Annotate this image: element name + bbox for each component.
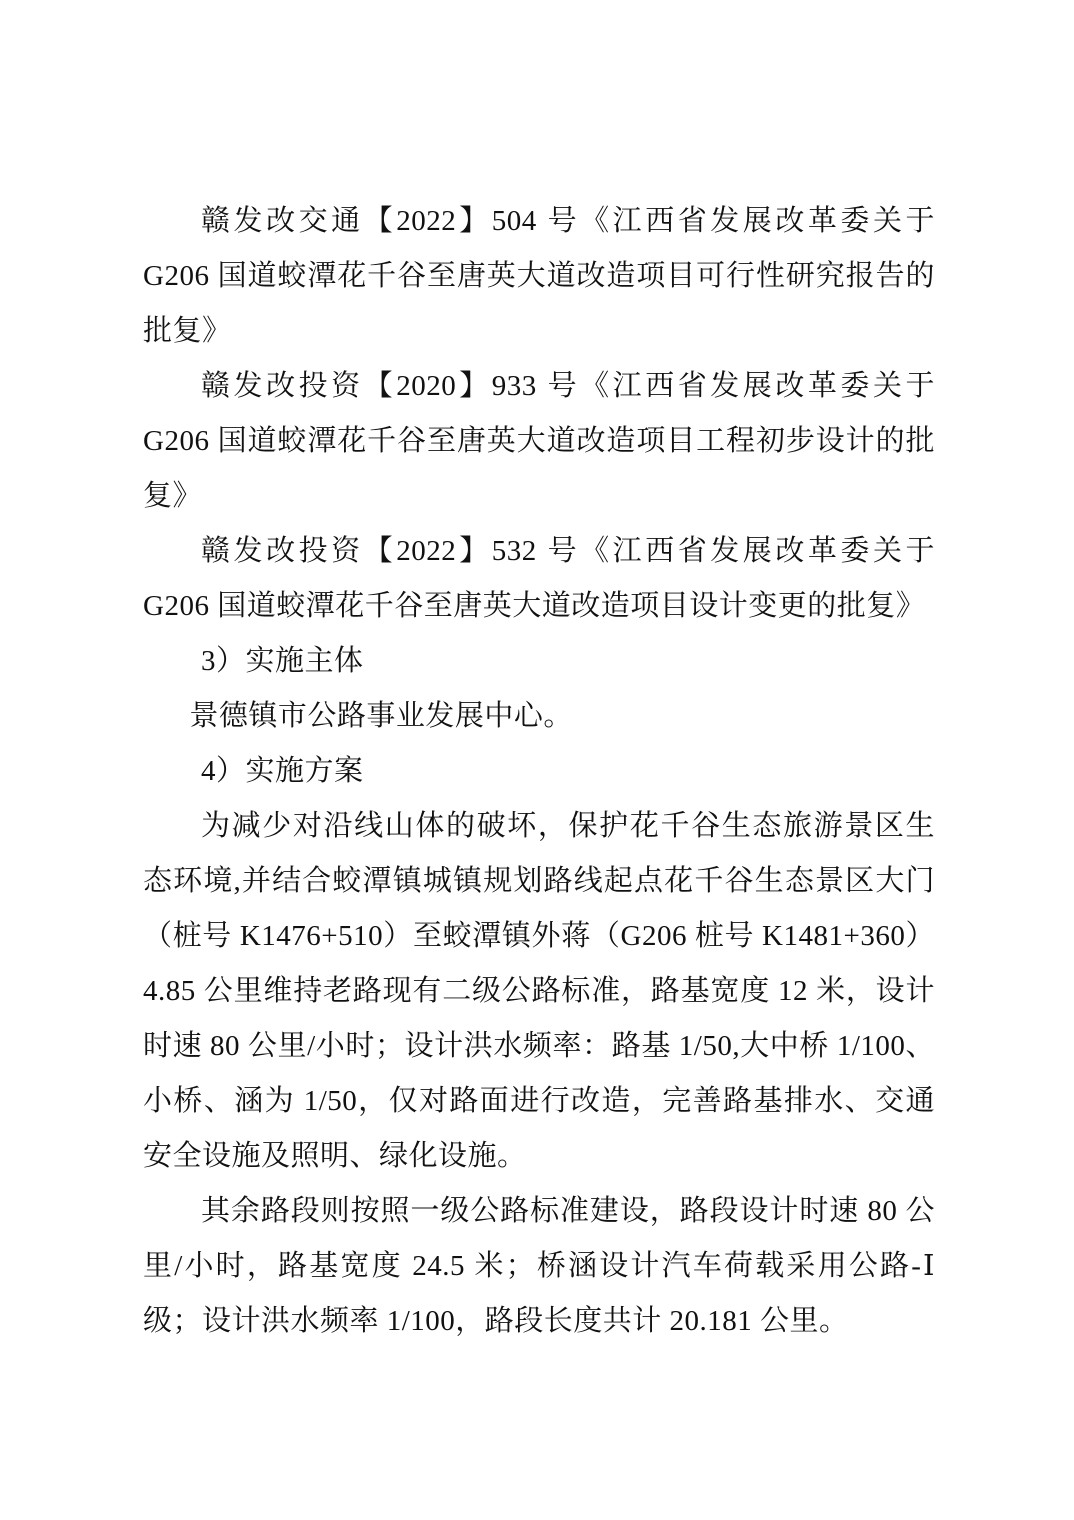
document-content — [143, 194, 935, 1349]
paragraph-approval-preliminary-design: 赣发改投资【2020】933 号《江西省发展改革委关于 G206 国道蛟潭花千谷至唐英大道改造项目工程初步设计的批复》 — [143, 370, 935, 512]
paragraph-approval-design-change: 赣发改投资【2022】532 号《江西省发展改革委关于 G206 国道蛟潭花千谷至唐英大道改造项目设计变更的批复》 — [143, 535, 935, 622]
paragraph-plan-new-road-section: 其余路段则按照一级公路标准建设，路段设计时速 80 公里/小时，路基宽度 24.5 米；桥涵设计汽车荷载采用公路-Ⅰ级；设计洪水频率 1/100，路段长度共计 20.181 公里。 — [143, 1195, 935, 1337]
heading-implementation-plan: 4）实施方案 — [201, 755, 364, 787]
heading-implementation-entity: 3）实施主体 — [201, 645, 364, 677]
paragraph-plan-old-road-section: 为减少对沿线山体的破坏，保护花千谷生态旅游景区生态环境,并结合蛟潭镇城镇规划路线起点花千谷生态景区大门（桩号 K1476+510）至蛟潭镇外蒋（G206 桩号 K1481+360）4.85 公里维持老路现有二级公路标准，路基宽度 12 米，设计时速 80 公里/小时；设计洪水频率：路基 1/50,大中桥 1/100、小桥、涵为 1/50，仅对路面进行改造，完善路基排水、交通安全设施及照明、绿化设施。 — [143, 810, 935, 1172]
paragraph-approval-feasibility-study: 赣发改交通【2022】504 号《江西省发展改革委关于 G206 国道蛟潭花千谷至唐英大道改造项目可行性研究报告的批复》 — [143, 205, 935, 347]
paragraph-implementation-entity: 景德镇市公路事业发展中心。 — [189, 700, 573, 732]
